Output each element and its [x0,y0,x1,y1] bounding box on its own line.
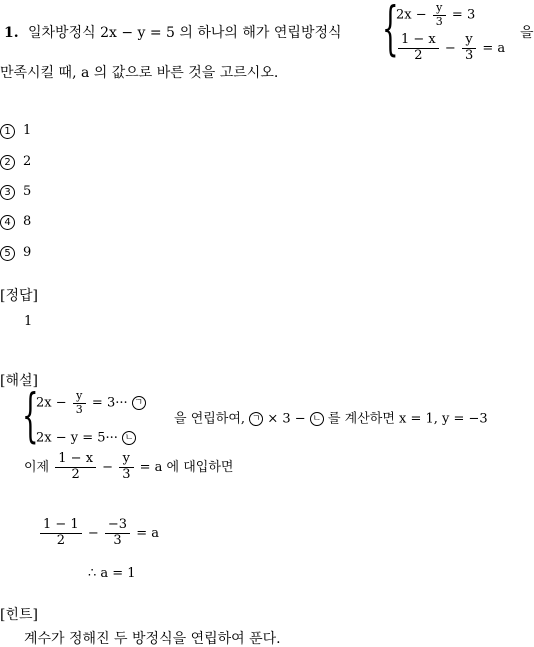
solution-calc-den2: 3 [113,532,122,548]
system-eq2-right: = a [482,40,506,56]
solution-line1-mid: × 3 − [267,411,306,427]
solution-line2-num2: y [119,452,133,468]
choice-4-value: 8 [23,214,32,229]
solution-calc-mid: − [87,525,99,541]
choice-1[interactable] [0,124,31,139]
hint-label: [힌트] [0,607,38,623]
system-eq1 [396,2,475,28]
mark-nieun-1: ㄴ [122,431,136,445]
solution-sys1 [36,390,146,416]
solution-line2-frac2 [119,452,133,483]
solution-line2-den2: 3 [122,466,131,482]
choice-2-marker: 2 [0,155,15,170]
choice-3[interactable] [0,185,31,200]
solution-line2-mid: − [102,459,114,475]
solution-calc-num1: 1 − 1 [40,518,82,534]
solution-line2-num1: 1 − x [55,452,96,468]
solution-sys1-num: y [73,390,86,404]
system-eq2-den2: 3 [464,47,474,63]
solution-therefore: ∴ a = 1 [88,566,136,581]
solution-calc-frac1 [40,518,82,549]
solution-label: [해설] [0,373,38,389]
system-eq1-left: 2x − [396,7,427,23]
solution-calc-end: = a [136,525,159,541]
problem-text-a: 일차방정식 2x − y = 5 의 하나의 해가 연립방정식 [28,25,342,41]
system-eq2-num1: 1 − x [398,33,439,49]
choice-5-marker: 5 [0,246,15,261]
problem-text-b: 을 [520,25,534,41]
system-eq2 [396,33,505,64]
solution-calc [38,518,159,549]
system-eq2-frac1 [398,33,439,64]
hint-text: 계수가 정해진 두 방정식을 연립하여 푼다. [24,631,281,647]
choice-1-marker: 1 [0,124,15,139]
system-eq1-den: 3 [435,14,443,28]
system-eq2-den1: 2 [414,47,423,63]
solution-calc-den1: 2 [56,532,65,548]
choice-5-value: 9 [23,245,32,260]
solution-line1 [174,412,488,426]
solution-sys1-frac [73,390,86,416]
answer-value: 1 [24,314,33,329]
solution-line2-den1: 2 [71,466,80,482]
solution-line2-frac1 [55,452,96,483]
solution-sys1-den: 3 [75,402,83,416]
solution-line1-end: 를 계산하면 x = 1, y = −3 [327,411,488,427]
answer-label: [정답] [0,288,38,304]
solution-sys2 [36,431,136,445]
choice-3-marker: 3 [0,185,15,200]
system-eq2-frac2 [462,33,476,64]
solution-line2-end: = a 에 대입하면 [139,459,234,475]
choice-3-value: 5 [23,184,32,199]
system-eq2-mid: − [444,40,456,56]
mark-giyeok-1: ㄱ [132,396,146,410]
system-eq1-right: = 3 [451,7,476,23]
solution-sys2-text: 2x − y = 5··· [36,430,118,446]
system-eq1-num: y [433,2,446,16]
system-brace: { [382,0,399,62]
choice-4-marker: 4 [0,215,15,230]
solution-brace: { [22,381,39,449]
solution-calc-frac2 [105,518,130,549]
problem-text-c: 만족시킬 때, a 의 값으로 바른 것을 고르시오. [0,65,279,81]
solution-calc-num2: −3 [105,518,130,534]
system-eq1-frac [433,2,446,28]
solution-line2 [24,452,233,483]
solution-line1-text: 을 연립하여, [174,411,246,427]
choice-2[interactable] [0,155,31,170]
mark-nieun-2: ㄴ [310,412,324,426]
problem-number: 1. [4,25,19,41]
choice-4[interactable] [0,215,31,230]
mark-giyeok-2: ㄱ [249,412,263,426]
choice-5[interactable] [0,246,31,261]
choice-2-value: 2 [23,154,32,169]
solution-line2-prefix: 이제 [24,459,50,475]
solution-sys1-right: = 3··· [91,395,128,411]
system-eq2-num2: y [462,33,476,49]
choice-1-value: 1 [23,123,32,138]
solution-sys1-left: 2x − [36,395,67,411]
